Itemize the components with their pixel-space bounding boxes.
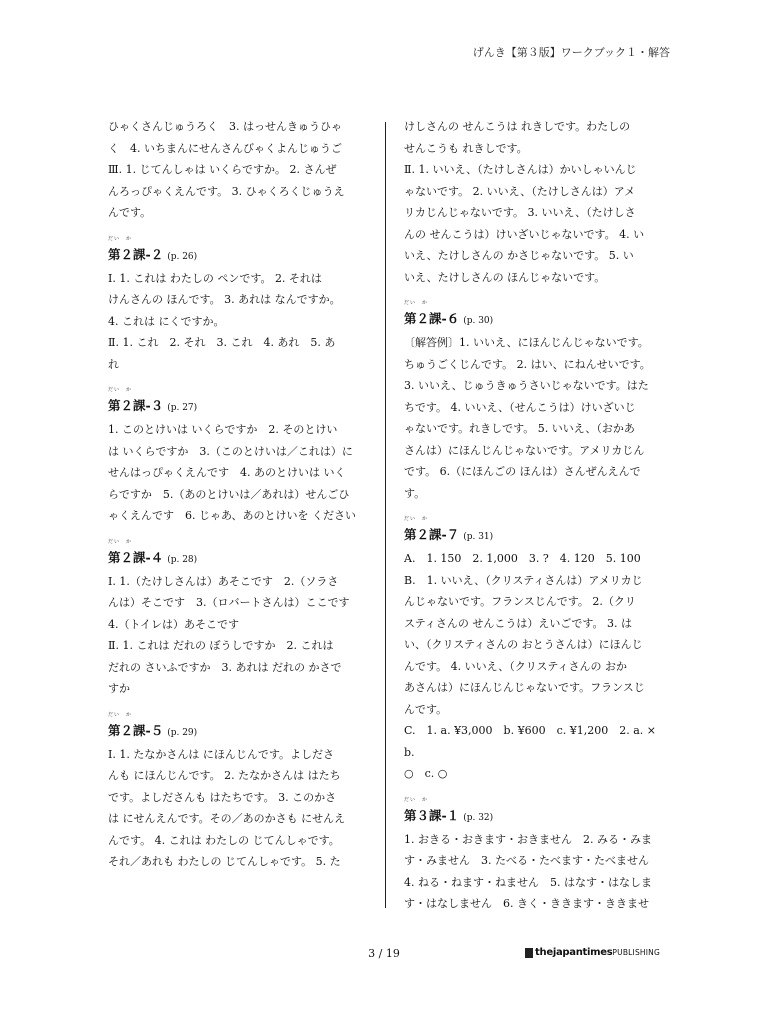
document-header: げんき【第３版】ワークブック１・解答: [472, 46, 670, 59]
text-line: ○ c. ○: [404, 767, 448, 780]
text-line: Ⅱ. 1. これは だれの ぼうしですか 2. これは: [108, 639, 334, 652]
text-line: んの せんこうは）けいざいじゃないです。 4. い: [404, 227, 645, 241]
publisher-mark-icon: [525, 948, 533, 958]
heading-furigana: だい か: [404, 796, 429, 803]
text-line: ゃないです。れきしです。 5. いいえ、（おかあ: [404, 422, 635, 435]
text-line: Ⅱ. 1. いいえ、（たけしさんは）かいしゃいんじ: [404, 163, 637, 176]
heading-furigana: だい か: [108, 235, 133, 242]
page-reference: (p. 32): [463, 812, 494, 823]
text-line: さんは）にほんじんじゃないです。アメリカじん: [404, 443, 645, 457]
text-line: せんこうも れきしです。: [404, 141, 528, 155]
text-line: ひゃくさんじゅうろく 3. はっせんきゅうひゃ: [108, 120, 342, 133]
section-title: 第２課‐７: [404, 527, 460, 542]
text-line: 4. ねる・ねます・ねません 5. はなす・はなしま: [404, 875, 652, 889]
text-line: Ⅱ. 1. これ 2. それ 3. これ 4. あれ 5. あ: [108, 336, 336, 349]
text-line: らですか 5.（あのとけいは／あれは）せんごひ: [108, 487, 350, 501]
section-title: 第２課‐４: [108, 549, 164, 565]
text-line: あさんは）にほんじんじゃないです。フランスじ: [404, 681, 645, 694]
section-heading: [404, 301, 662, 332]
text-line: んろっぴゃくえんです。 3. ひゃくろくじゅうえ: [108, 184, 345, 198]
text-line: いえ、たけしさんの かさじゃないです。 5. い: [404, 249, 634, 262]
page-reference: (p. 26): [167, 251, 198, 262]
text-line: んです。: [108, 206, 152, 219]
text-line: す。: [404, 486, 426, 500]
text-line: んです。 4. いいえ、（クリスティさんの おか: [404, 659, 627, 673]
text-line: ちゅうごくじんです。 2. はい、にねんせいです。: [404, 357, 651, 371]
heading-furigana: だい か: [404, 516, 429, 522]
text-line: く 4. いちまんにせんさんびゃくよんじゅうご: [108, 141, 342, 155]
text-line: Ⅰ. 1. これは わたしの ペンです。 2. それは: [108, 271, 322, 285]
section-title: 第２課‐２: [108, 246, 164, 262]
text-line: B. 1. いいえ、（クリスティさんは）アメリカじ: [404, 573, 643, 587]
text-line: ちです。 4. いいえ、（せんこうは）けいざいじ: [404, 400, 636, 414]
text-line: は にせんえんです。その／あのかさも にせんえ: [108, 812, 346, 825]
text-line: んも にほんじんです。 2. たなかさんは はたち: [108, 769, 341, 782]
text-line: んです。: [404, 702, 448, 716]
text-line: す・はなしません 6. きく・ききます・ききませ: [404, 897, 649, 910]
text-line: 1. このとけいは いくらですか 2. そのとけい: [108, 423, 338, 436]
text-line: 〔解答例〕1. いいえ、にほんじんじゃないです。: [404, 336, 649, 349]
text-line: です。よしださんも はたちです。 3. このかさ: [108, 790, 337, 804]
text-line: C. 1. a. ¥3,000 b. ¥600 c. ¥1,200 2. a. × b.: [404, 724, 667, 759]
answer-block: [108, 116, 366, 224]
text-line: んです。 4. これは わたしの じてんしゃです。: [108, 833, 340, 847]
text-line: Ⅰ. 1.（たけしさんは）あそこです 2.（ソラさ: [108, 574, 339, 588]
publisher-logo: [525, 947, 660, 958]
text-line: リカじんじゃないです。 3. いいえ、（たけしさ: [404, 206, 636, 219]
text-line: それ／あれも わたしの じてんしゃです。 5. た: [108, 855, 341, 868]
publisher-brand: thejapantimes: [535, 947, 613, 958]
heading-furigana: だい か: [108, 538, 133, 545]
text-line: スティさんの せんこうは）えいごです。 3. は: [404, 616, 633, 630]
text-line: ゃくえんです 6. じゃあ、あのとけいを ください: [108, 509, 357, 522]
text-line: ゃないです。 2. いいえ、（たけしさんは）アメ: [404, 184, 636, 198]
text-line: い、（クリスティさんの おとうさんは）にほんじ: [404, 638, 643, 651]
publisher-suffix: PUBLISHING: [612, 948, 660, 957]
text-line: 4.（トイレは）あそこです: [108, 617, 239, 631]
page-reference: (p. 28): [167, 554, 198, 565]
heading-furigana: だい か: [404, 300, 429, 306]
text-line: す・みません 3. たべる・たべます・たべません: [404, 854, 649, 867]
column-divider: [385, 122, 386, 908]
text-line: いえ、たけしさんの ほんじゃないです。: [404, 270, 606, 284]
section-heading: [108, 237, 366, 268]
text-line: Ⅰ. 1. たなかさんは にほんじんです。よしださ: [108, 747, 334, 761]
section-3-1: [404, 798, 662, 915]
page-number: 3 / 19: [368, 947, 400, 960]
text-line: 3. いいえ、じゅうきゅうさいじゃないです。はた: [404, 379, 649, 392]
text-line: Ⅲ. 1. じてんしゃは いくらですか。 2. さんぜ: [108, 163, 337, 176]
text-line: すか: [108, 682, 130, 695]
section-2-6: [404, 301, 662, 504]
section-heading: [108, 540, 366, 571]
text-line: です。 6.（にほんごの ほんは）さんぜんえんで: [404, 465, 641, 478]
page-reference: (p. 29): [167, 727, 198, 738]
page-reference: (p. 27): [167, 403, 198, 413]
section-2-3: [108, 388, 366, 527]
section-2-5: [108, 713, 366, 873]
page-reference: (p. 30): [463, 316, 494, 326]
section-title: 第２課‐５: [108, 722, 164, 738]
heading-furigana: だい か: [108, 387, 133, 393]
right-column: [404, 116, 667, 915]
section-title: 第２課‐６: [404, 311, 460, 326]
heading-furigana: だい か: [108, 711, 133, 718]
section-2-2: [108, 237, 366, 376]
text-line: 1. おきる・おきます・おきません 2. みる・みま: [404, 832, 652, 846]
section-2-7: [404, 516, 667, 785]
text-line: けしさんの せんこうは れきしです。わたしの: [404, 120, 631, 133]
section-2-4: [108, 540, 366, 700]
text-line: けんさんの ほんです。 3. あれは なんですか。: [108, 293, 341, 306]
text-line: んじゃないです。フランスじんです。 2.（クリ: [404, 595, 636, 608]
text-line: んは）そこです 3.（ロバートさんは）ここです: [108, 596, 350, 609]
text-line: せんはっぴゃくえんです 4. あのとけいは いく: [108, 466, 346, 479]
text-line: 4. これは にくですか。: [108, 314, 225, 328]
section-heading: [404, 517, 662, 548]
left-column: [108, 116, 366, 873]
text-line: A. 1. 150 2. 1,000 3. ? 4. 120 5. 100: [404, 552, 641, 565]
text-line: だれの さいふですか 3. あれは だれの かさで: [108, 660, 342, 674]
answer-block: [404, 116, 662, 288]
section-heading: [404, 798, 662, 829]
text-line: は いくらですか 3.（このとけいは／これは）に: [108, 444, 353, 458]
section-heading: [108, 713, 366, 744]
page-reference: (p. 31): [463, 532, 494, 542]
section-title: 第３課‐１: [404, 807, 460, 823]
section-heading: [108, 388, 366, 419]
text-line: れ: [108, 357, 119, 371]
section-title: 第２課‐３: [108, 398, 164, 413]
